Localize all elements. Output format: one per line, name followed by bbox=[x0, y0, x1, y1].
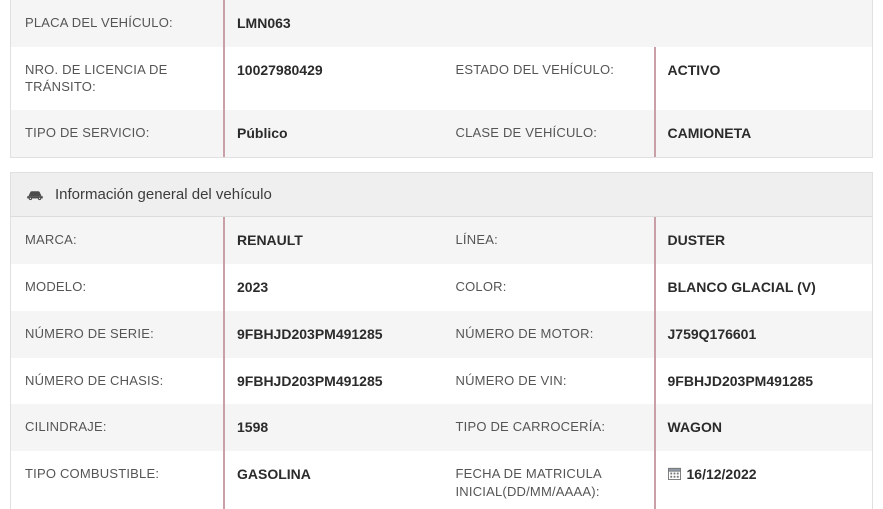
field-value: 9FBHJD203PM491285 bbox=[223, 358, 442, 405]
field-label: TIPO COMBUSTIBLE: bbox=[25, 466, 160, 482]
field-value: 1598 bbox=[223, 404, 442, 451]
field-label: TIPO DE CARROCERÍA: bbox=[455, 419, 606, 435]
field-label: NÚMERO DE VIN: bbox=[455, 372, 567, 388]
field-value: CAMIONETA bbox=[654, 110, 873, 157]
field-value-with-icon bbox=[654, 451, 873, 509]
field-value: Público bbox=[223, 110, 442, 157]
field-value: 10027980429 bbox=[223, 47, 442, 110]
panel-spacer bbox=[0, 158, 883, 172]
table-row bbox=[11, 0, 872, 47]
field-value: 9FBHJD203PM491285 bbox=[223, 311, 442, 358]
field-label: COLOR: bbox=[455, 278, 507, 294]
table-row bbox=[11, 451, 872, 509]
table-row bbox=[11, 358, 872, 405]
table-row bbox=[11, 264, 872, 311]
field-tipo-servicio bbox=[11, 110, 442, 157]
vehicle-general-panel bbox=[10, 217, 873, 509]
field-value: 9FBHJD203PM491285 bbox=[654, 358, 873, 405]
field-value-text: 16/12/2022 bbox=[686, 466, 757, 483]
vehicle-summary-rows bbox=[11, 0, 872, 157]
field-color bbox=[442, 264, 873, 311]
field-value: ACTIVO bbox=[654, 47, 873, 110]
field-numero-vin bbox=[442, 358, 873, 405]
field-label: ESTADO DEL VEHÍCULO: bbox=[455, 61, 615, 77]
table-row bbox=[11, 404, 872, 451]
field-tipo-carroceria bbox=[442, 404, 873, 451]
field-label: TIPO DE SERVICIO: bbox=[25, 124, 150, 140]
field-numero-chasis bbox=[11, 358, 442, 405]
field-modelo bbox=[11, 264, 442, 311]
field-estado-vehiculo bbox=[442, 47, 873, 110]
table-row bbox=[11, 217, 872, 264]
vehicle-summary-panel bbox=[10, 0, 873, 158]
field-value: WAGON bbox=[654, 404, 873, 451]
field-value: LMN063 bbox=[223, 0, 872, 47]
table-row bbox=[11, 110, 872, 157]
field-label: LÍNEA: bbox=[455, 231, 498, 247]
field-value: DUSTER bbox=[654, 217, 873, 264]
field-label: NRO. DE LICENCIA DE TRÁNSITO: bbox=[25, 61, 168, 95]
field-label: NÚMERO DE MOTOR: bbox=[455, 325, 594, 341]
field-marca bbox=[11, 217, 442, 264]
section-header-general-info bbox=[10, 172, 873, 217]
vehicle-general-rows bbox=[11, 217, 872, 509]
field-label: NÚMERO DE CHASIS: bbox=[25, 372, 164, 388]
field-placa bbox=[11, 0, 872, 47]
table-row bbox=[11, 311, 872, 358]
field-value: J759Q176601 bbox=[654, 311, 873, 358]
field-label: CLASE DE VEHÍCULO: bbox=[455, 124, 598, 140]
field-label: PLACA DEL VEHÍCULO: bbox=[25, 15, 173, 30]
table-row bbox=[11, 47, 872, 110]
field-linea bbox=[442, 217, 873, 264]
field-cilindraje bbox=[11, 404, 442, 451]
field-label: MODELO: bbox=[25, 278, 87, 294]
field-numero-motor bbox=[442, 311, 873, 358]
field-value: BLANCO GLACIAL (V) bbox=[654, 264, 873, 311]
field-label: MARCA: bbox=[25, 231, 77, 247]
field-clase-vehiculo bbox=[442, 110, 873, 157]
field-fecha-matricula-inicial bbox=[442, 451, 873, 509]
field-label: CILINDRAJE: bbox=[25, 419, 107, 435]
calendar-icon bbox=[668, 465, 681, 485]
field-value: GASOLINA bbox=[223, 451, 442, 509]
field-numero-serie bbox=[11, 311, 442, 358]
field-label: NÚMERO DE SERIE: bbox=[25, 325, 154, 341]
field-value: 2023 bbox=[223, 264, 442, 311]
field-value: RENAULT bbox=[223, 217, 442, 264]
car-icon bbox=[25, 187, 45, 201]
section-title: Información general del vehículo bbox=[55, 185, 272, 203]
field-licencia-transito bbox=[11, 47, 442, 110]
field-label: FECHA DE MATRICULA INICIAL(DD/MM/AAAA): bbox=[455, 466, 602, 499]
field-tipo-combustible bbox=[11, 451, 442, 509]
